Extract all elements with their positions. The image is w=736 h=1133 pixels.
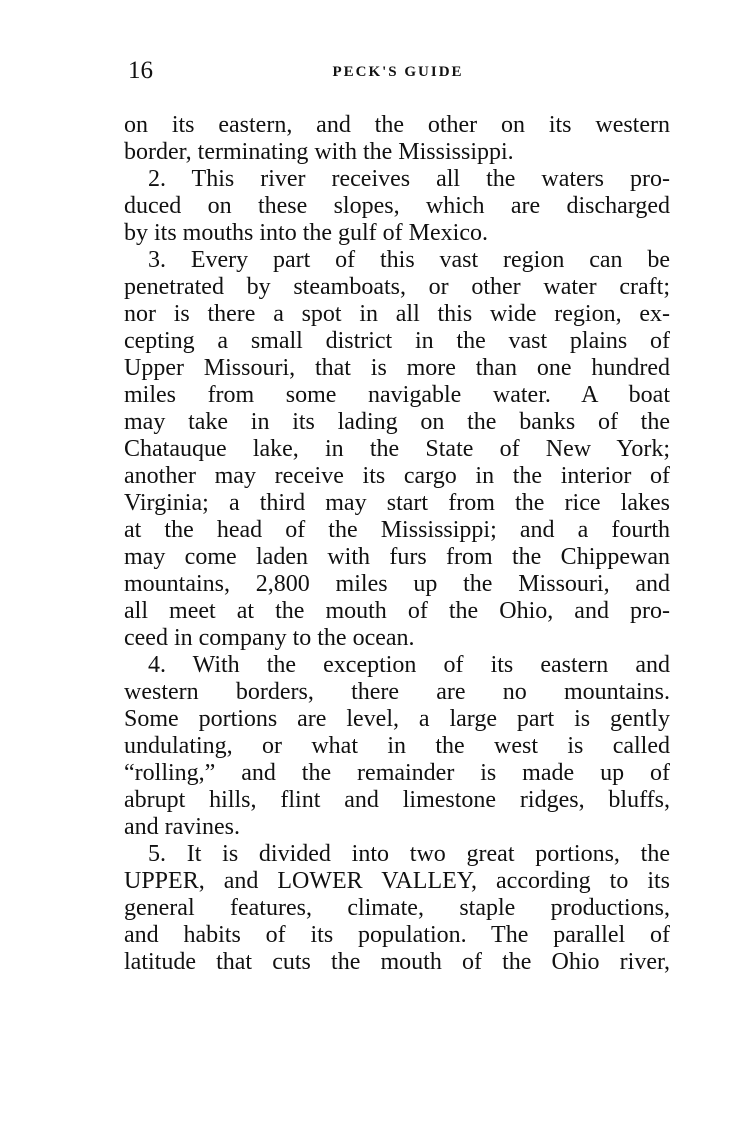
text-line: miles from some navigable water. A boat — [124, 382, 670, 408]
text-line: UPPER, and LOWER VALLEY, according to its — [124, 868, 670, 894]
text-line: 5. It is divided into two great portions, the — [148, 841, 670, 867]
text-line: and ravines. — [124, 814, 240, 840]
text-line: latitude that cuts the mouth of the Ohio river, — [124, 949, 670, 975]
text-line: may take in its lading on the banks of the — [124, 409, 670, 435]
text-line: western borders, there are no mountains. — [124, 679, 670, 705]
running-head: PECK'S GUIDE — [332, 64, 464, 80]
text-line: Upper Missouri, that is more than one hundred — [124, 355, 670, 381]
text-line: mountains, 2,800 miles up the Missouri, and — [124, 571, 670, 597]
text-line: duced on these slopes, which are discharged — [124, 193, 670, 219]
text-line: another may receive its cargo in the interior of — [124, 463, 670, 489]
text-line: and habits of its population. The parallel of — [124, 922, 670, 948]
text-line: Some portions are level, a large part is gently — [124, 706, 670, 732]
text-line: 2. This river receives all the waters pro- — [148, 166, 670, 192]
text-line: border, terminating with the Mississippi. — [124, 139, 514, 165]
body-text — [124, 112, 670, 976]
text-line: penetrated by steamboats, or other water craft; — [124, 274, 670, 300]
text-line: undulating, or what in the west is called — [124, 733, 670, 759]
text-line: cepting a small district in the vast plains of — [124, 328, 670, 354]
text-line: nor is there a spot in all this wide region, ex- — [124, 301, 670, 327]
text-line: may come laden with furs from the Chippewan — [124, 544, 670, 570]
text-line: at the head of the Mississippi; and a fourth — [124, 517, 670, 543]
text-line: by its mouths into the gulf of Mexico. — [124, 220, 488, 246]
text-line: 4. With the exception of its eastern and — [148, 652, 670, 678]
text-line: 3. Every part of this vast region can be — [148, 247, 670, 273]
page-number: 16 — [128, 57, 153, 84]
page-header — [128, 56, 668, 88]
text-line: Virginia; a third may start from the rice lakes — [124, 490, 670, 516]
text-line: all meet at the mouth of the Ohio, and pro- — [124, 598, 670, 624]
text-line: abrupt hills, flint and limestone ridges, bluffs, — [124, 787, 670, 813]
text-line: general features, climate, staple productions, — [124, 895, 670, 921]
text-line: on its eastern, and the other on its western — [124, 112, 670, 138]
text-line: ceed in company to the ocean. — [124, 625, 415, 651]
text-line: “rolling,” and the remainder is made up of — [124, 760, 670, 786]
text-line: Chatauque lake, in the State of New York; — [124, 436, 670, 462]
